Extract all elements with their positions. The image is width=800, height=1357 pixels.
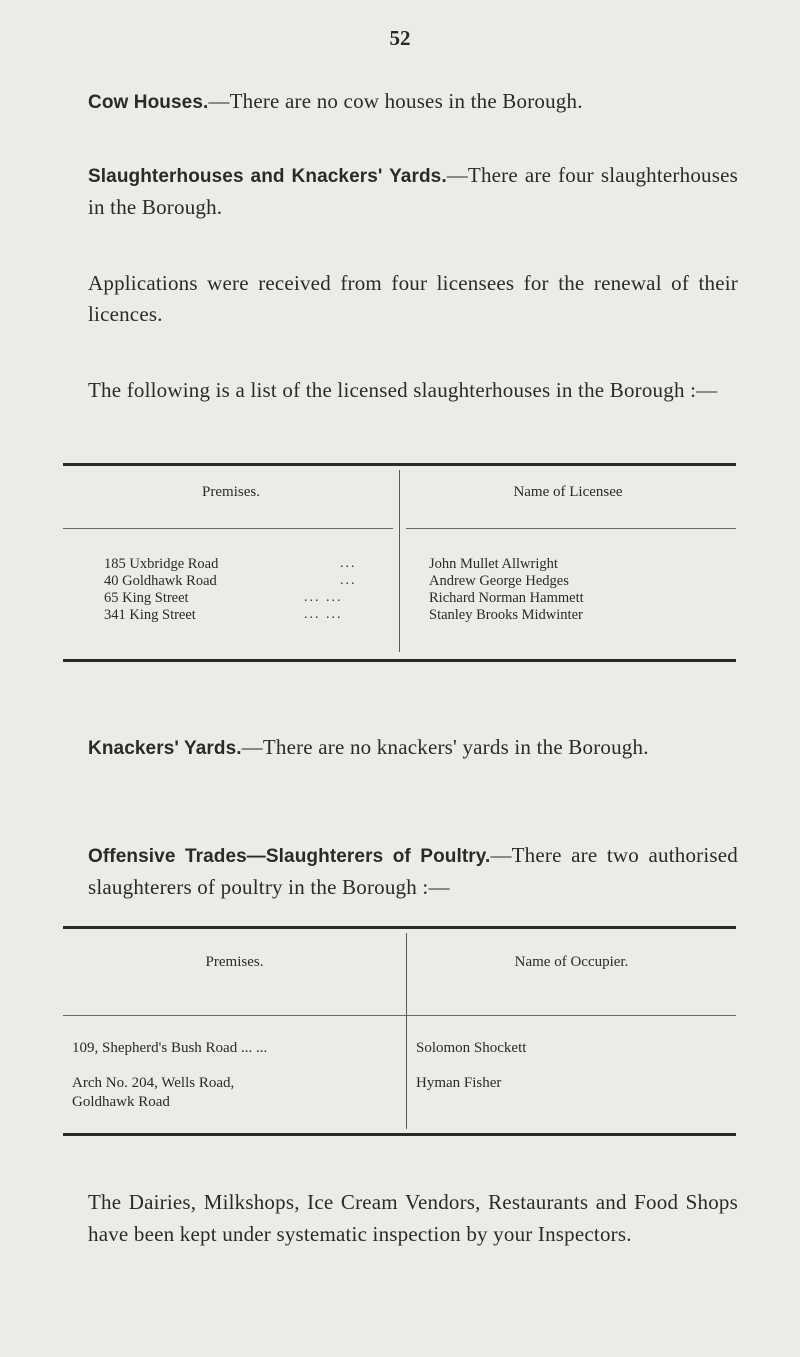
applications-paragraph: Applications were received from four licensees for the renewal of their licences. — [88, 271, 738, 326]
leader-dots: ... — [340, 556, 357, 571]
table-row-premises: 40 Goldhawk Road — [104, 573, 217, 589]
table-top-rule — [63, 926, 736, 929]
table-row-licensee: Andrew George Hedges — [429, 573, 569, 589]
occupier-header: Name of Occupier. — [514, 954, 629, 970]
header-underline-right — [407, 1015, 736, 1016]
table-row-licensee: John Mullet Allwright — [429, 556, 558, 572]
header-underline-left — [63, 1015, 406, 1016]
leader-dots: ... ... — [304, 607, 343, 622]
knackers-yards-heading: Knackers' Yards. — [88, 738, 242, 759]
table-row-premises: Arch No. 204, Wells Road, Goldhawk Road — [72, 1075, 235, 1110]
cow-houses-heading: Cow Houses. — [88, 92, 209, 113]
header-underline-left — [63, 528, 393, 529]
offensive-trades-paragraph — [88, 840, 738, 903]
table-bottom-rule — [63, 1133, 736, 1136]
leader-dots: ... ... — [304, 590, 343, 605]
list-intro-paragraph: The following is a list of the licensed slaughterhouses in the Borough :— — [88, 378, 718, 402]
knackers-yards-paragraph — [88, 732, 738, 764]
premises-header: Premises. — [205, 954, 264, 970]
offensive-trades-heading: Offensive Trades—Slaughterers of Poultry. — [88, 846, 491, 867]
offensive-trades-text: —There are two authorised slaughterers of poultry in the Borough :— — [88, 843, 739, 899]
page-number: 52 — [389, 26, 411, 50]
table-row-occupier: Solomon Shockett — [416, 1040, 527, 1056]
slaughterhouses-heading: Slaughterhouses and Knackers' Yards. — [88, 166, 447, 187]
leader-dots: ... — [340, 573, 357, 588]
closing-paragraph: The Dairies, Milkshops, Ice Cream Vendors, Restaurants and Food Shops have been kept under systematic inspection by your Inspectors. — [88, 1190, 738, 1246]
header-underline-right — [406, 528, 736, 529]
slaughterhouses-text: —There are four slaughterhouses in the Borough. — [88, 163, 738, 219]
table-row-premises: 185 Uxbridge Road — [104, 556, 219, 572]
table-row-premises: 109, Shepherd's Bush Road ... ... — [72, 1040, 268, 1056]
table-row-occupier: Hyman Fisher — [416, 1075, 502, 1091]
cow-houses-text: —There are no cow houses in the Borough. — [208, 89, 583, 113]
table-row-licensee: Stanley Brooks Midwinter — [429, 607, 583, 623]
licensee-header: Name of Licensee — [513, 484, 623, 500]
table-row-licensee: Richard Norman Hammett — [429, 590, 584, 606]
table-bottom-rule — [63, 659, 736, 662]
cow-houses-paragraph — [88, 86, 738, 118]
knackers-yards-text: —There are no knackers' yards in the Borough. — [241, 735, 649, 759]
table-row-premises: 341 King Street — [104, 607, 196, 623]
table-top-rule — [63, 463, 736, 466]
table-row-premises: 65 King Street — [104, 590, 189, 606]
slaughterhouses-paragraph — [88, 160, 738, 223]
premises-header: Premises. — [202, 484, 260, 500]
